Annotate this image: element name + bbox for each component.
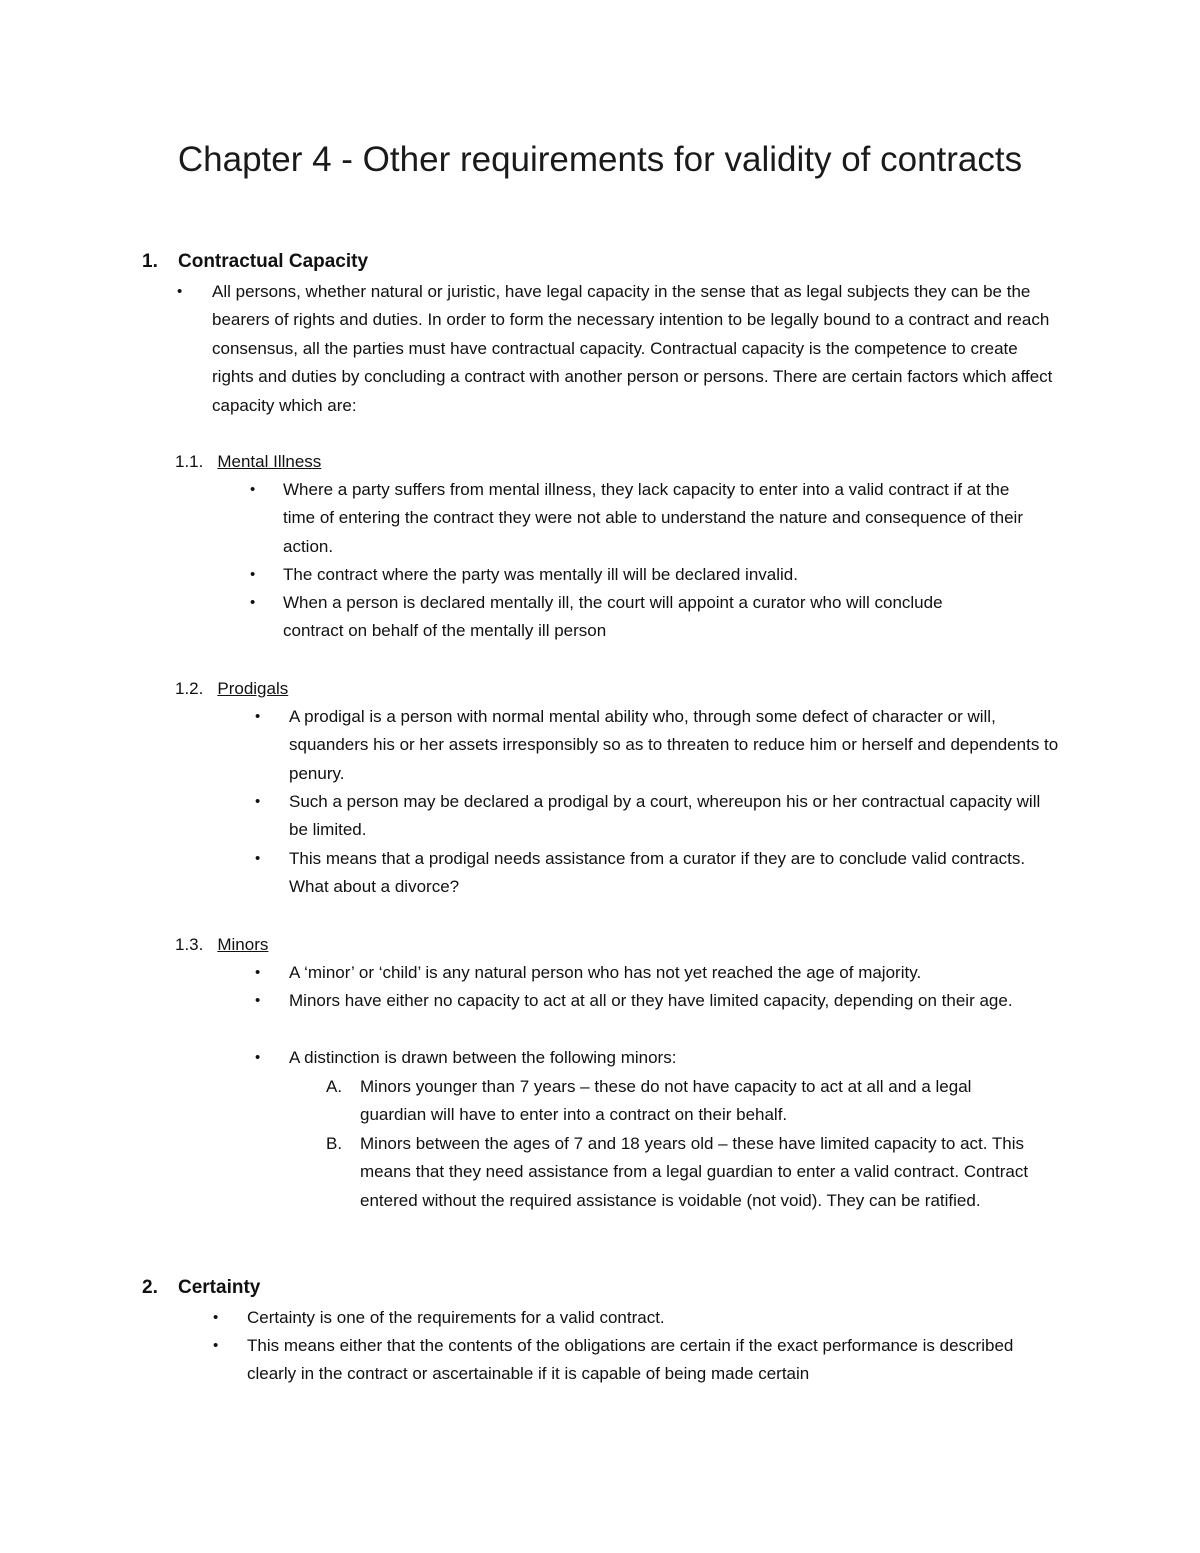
paragraph: Where a party suffers from mental illness, they lack capacity to enter into a valid contract if at the time of entering the contract they were not able to understand the nature and consequence of their action. (283, 480, 1023, 556)
paragraph: This means either that the contents of the obligations are certain if the exact performance is described clearly in the contract or ascertainable if it is capable of being made certain (247, 1336, 1014, 1384)
bullet-icon: • (177, 283, 183, 300)
bullet-icon: • (213, 1337, 219, 1354)
subsection-title: Minors (217, 935, 269, 954)
bullet-icon: • (250, 566, 256, 583)
paragraph: Such a person may be declared a prodigal by a court, whereupon his or her contractual capacity will be limited. (289, 792, 1041, 840)
list-marker: A. (326, 1077, 343, 1096)
paragraph: A prodigal is a person with normal mental ability who, through some defect of character or will, squanders his or her assets irresponsibly so as to threaten to reduce him or herself and dependents to penury. (289, 707, 1059, 783)
list-marker: B. (326, 1134, 343, 1153)
paragraph: The contract where the party was mentally ill will be declared invalid. (283, 565, 798, 584)
bullet-icon: • (250, 594, 256, 611)
paragraph: Minors between the ages of 7 and 18 years old – these have limited capacity to act. This means that they need assistance from a legal guardian to enter a valid contract. Contract entered without the required assistance is voidable (not void). They can be ratified. (360, 1134, 1029, 1210)
subsection-title: Prodigals (217, 679, 289, 698)
subsection-number: 1.2. (175, 679, 204, 698)
subsection-heading (175, 931, 268, 959)
paragraph: When a person is declared mentally ill, the court will appoint a curator who will conclude contract on behalf of the mentally ill person (283, 593, 943, 641)
section-number: 1. (142, 251, 158, 272)
subsection-title: Mental Illness (217, 452, 322, 471)
paragraph: A distinction is drawn between the following minors: (289, 1048, 677, 1067)
paragraph: A ‘minor’ or ‘child’ is any natural person who has not yet reached the age of majority. (289, 963, 922, 982)
bullet-icon: • (250, 481, 256, 498)
bullet-icon: • (255, 793, 261, 810)
subsection-heading (175, 675, 288, 703)
subsection-number: 1.3. (175, 935, 204, 954)
bullet-icon: • (255, 1049, 261, 1066)
section-title: Certainty (178, 1277, 261, 1298)
paragraph: Minors younger than 7 years – these do not have capacity to act at all and a legal guardian will have to enter into a contract on their behalf. (360, 1077, 972, 1125)
section-title: Contractual Capacity (178, 251, 369, 272)
paragraph: All persons, whether natural or juristic, have legal capacity in the sense that as legal subjects they can be the bearers of rights and duties. In order to form the necessary intention to be legally bound to a contract and reach consensus, all the parties must have contractual capacity. Contractual capacity is the competence to create rights and duties by concluding a contract with another person or persons. There are certain factors which affect capacity which are: (212, 282, 1053, 415)
section-number: 2. (142, 1277, 158, 1298)
paragraph: This means that a prodigal needs assistance from a curator if they are to conclude valid contracts. What about a divorce? (289, 849, 1026, 897)
subsection-heading (175, 448, 321, 476)
bullet-icon: • (255, 850, 261, 867)
paragraph: Certainty is one of the requirements for a valid contract. (247, 1308, 665, 1327)
bullet-icon: • (255, 964, 261, 981)
bullet-icon: • (213, 1309, 219, 1326)
bullet-icon: • (255, 992, 261, 1009)
subsection-number: 1.1. (175, 452, 204, 471)
paragraph: Minors have either no capacity to act at all or they have limited capacity, depending on their age. (289, 991, 1013, 1010)
bullet-icon: • (255, 708, 261, 725)
document-title: Chapter 4 - Other requirements for validity of contracts (177, 140, 1023, 179)
